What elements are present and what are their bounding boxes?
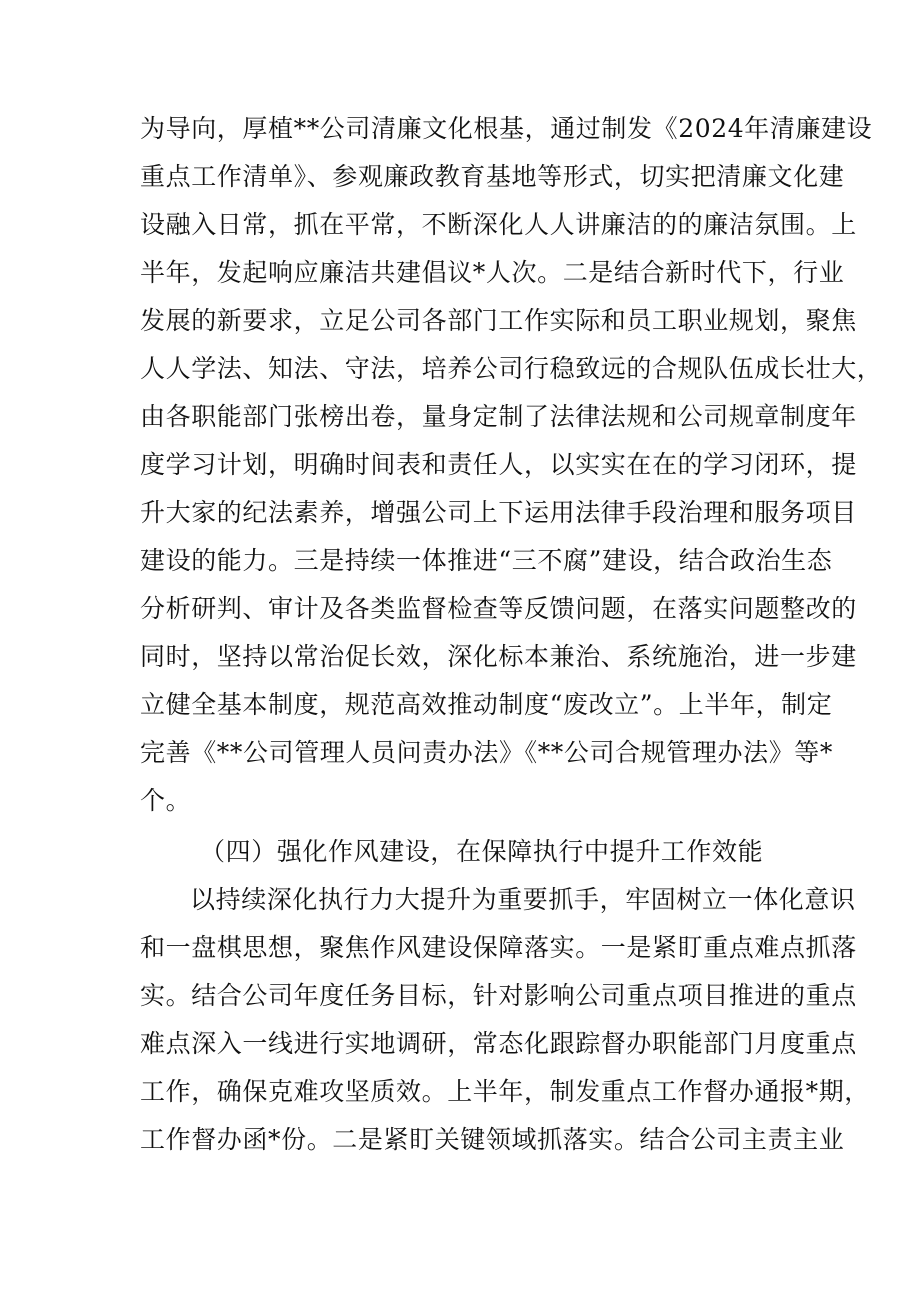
paragraph-line: 完善《**公司管理人员问责办法》《**公司合规管理办法》等* <box>140 738 834 767</box>
paragraph-line: 人人学法、知法、守法，培养公司行稳致远的合规队伍成长壮大， <box>140 354 883 383</box>
section-heading: （四）强化作风建设，在保障执行中提升工作效能 <box>200 837 764 866</box>
paragraph-line: 实。结合公司年度任务目标，针对影响公司重点项目推进的重点 <box>140 981 857 1010</box>
paragraph-line: 为导向，厚植**公司清廉文化根基，通过制发《2024年清廉建设 <box>140 114 873 143</box>
paragraph-line: 设融入日常，抓在平常，不断深化人人讲廉洁的的廉洁氛围。上 <box>140 210 857 239</box>
paragraph-line: 升大家的纪法素养，增强公司上下运用法律手段治理和服务项目 <box>140 498 857 527</box>
paragraph-line: 由各职能部门张榜出卷，量身定制了法律法规和公司规章制度年 <box>140 402 857 431</box>
paragraph-line-indented: 以持续深化执行力大提升为重要抓手，牢固树立一体化意识 <box>190 885 856 914</box>
paragraph-line: 半年，发起响应廉洁共建倡议*人次。二是结合新时代下，行业 <box>140 258 845 287</box>
paragraph-line: 工作督办函*份。二是紧盯关键领域抓落实。结合公司主责主业 <box>140 1125 845 1154</box>
paragraph-line: 同时，坚持以常治促长效，深化标本兼治、系统施治，进一步建 <box>140 642 857 671</box>
paragraph-line: 度学习计划，明确时间表和责任人，以实实在在的学习闭环，提 <box>140 450 857 479</box>
paragraph-line: 分析研判、审计及各类监督检查等反馈问题，在落实问题整改的 <box>140 594 857 623</box>
paragraph-line: 建设的能力。三是持续一体推进“三不腐”建设，结合政治生态 <box>140 546 833 575</box>
paragraph-line: 个。 <box>140 786 192 815</box>
paragraph-line: 工作，确保克难攻坚质效。上半年，制发重点工作督办通报*期， <box>140 1077 870 1106</box>
paragraph-line: 发展的新要求，立足公司各部门工作实际和员工职业规划，聚焦 <box>140 306 857 335</box>
paragraph-line: 立健全基本制度，规范高效推动制度“废改立”。上半年，制定 <box>140 690 833 719</box>
paragraph-line: 难点深入一线进行实地调研，常态化跟踪督办职能部门月度重点 <box>140 1029 857 1058</box>
paragraph-line: 重点工作清单》、参观廉政教育基地等形式，切实把清廉文化建 <box>140 162 845 191</box>
paragraph-line: 和一盘棋思想，聚焦作风建设保障落实。一是紧盯重点难点抓落 <box>140 933 857 962</box>
